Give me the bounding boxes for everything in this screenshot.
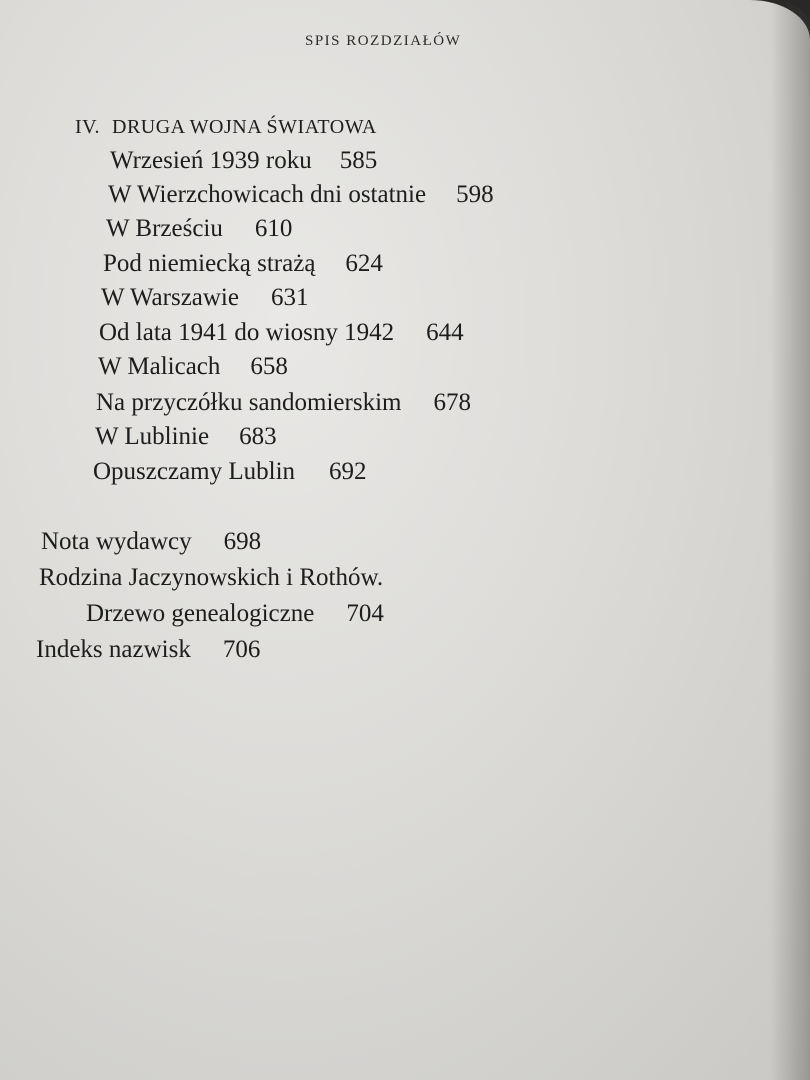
toc-entry <box>98 353 288 381</box>
toc-entry-page: 678 <box>433 389 471 416</box>
toc-entry-title: Nota wydawcy <box>41 528 192 555</box>
toc-entry-page: 585 <box>339 147 378 174</box>
toc-entry-title: Pod niemiecką strażą <box>103 250 316 277</box>
toc-entry-family-subtitle <box>86 600 384 628</box>
toc-entry <box>103 250 383 278</box>
toc-entry-page: 692 <box>329 458 367 485</box>
toc-entry <box>95 423 277 451</box>
toc-entry <box>93 458 367 486</box>
toc-entry-title: Wrzesień 1939 roku <box>110 147 312 174</box>
toc-entry-page: 704 <box>346 600 384 627</box>
part-number: IV. <box>75 116 101 138</box>
toc-entry-page: 610 <box>254 215 293 242</box>
toc-entry-title: W Wierzchowicach dni ostatnie <box>108 181 427 208</box>
toc-entry-page: 683 <box>239 423 277 450</box>
toc-entry-page: 658 <box>250 353 288 380</box>
toc-entry-title: W Lublinie <box>95 423 210 450</box>
toc-entry-page: 631 <box>270 284 309 311</box>
toc-entry <box>96 389 471 417</box>
toc-entry-page: 624 <box>345 250 383 277</box>
toc-entry-page: 698 <box>223 528 262 555</box>
toc-entry-page: 644 <box>426 319 464 346</box>
toc-entry-title: W Malicach <box>98 353 221 380</box>
toc-entry-page: 598 <box>456 181 494 208</box>
toc-entry-family <box>39 564 383 592</box>
toc-entry-title: Opuszczamy Lublin <box>93 458 296 485</box>
toc-entry-page: 706 <box>222 636 261 663</box>
toc-entry <box>99 319 464 347</box>
toc-entry-subtitle: Drzewo genealogiczne <box>86 600 315 627</box>
toc-entry-title: Rodzina Jaczynowskich i Rothów. <box>39 564 384 591</box>
part-title: DRUGA WOJNA ŚWIATOWA <box>112 116 377 138</box>
toc-entry-title: Od lata 1941 do wiosny 1942 <box>99 319 395 346</box>
toc-entry-title: Na przyczółku sandomierskim <box>96 389 402 416</box>
toc-entry <box>108 181 494 209</box>
toc-entry-title: W Warszawie <box>101 284 239 311</box>
toc-entry <box>110 147 377 175</box>
toc-entry-note <box>41 528 261 556</box>
toc-entry-title: W Brześciu <box>106 215 223 242</box>
part-heading <box>75 116 377 139</box>
toc-entry-title: Indeks nazwisk <box>36 636 191 663</box>
toc-entry <box>106 215 292 243</box>
running-head: SPIS ROZDZIAŁÓW <box>305 33 462 49</box>
toc-entry-index <box>36 636 260 664</box>
toc-entry <box>101 284 308 312</box>
